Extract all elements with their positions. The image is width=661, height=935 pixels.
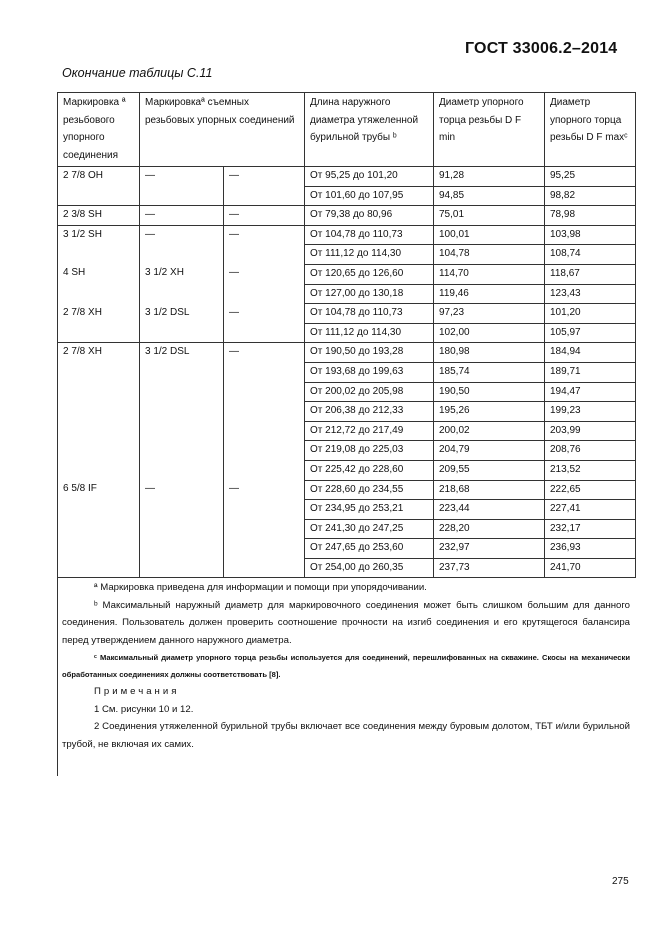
table-row [58,284,636,304]
cell-removable-b [224,362,305,382]
cell-dmin: 102,00 [434,323,545,343]
cell-length: От 104,78 до 110,73 [305,225,434,245]
cell-dmin: 218,68 [434,480,545,500]
cell-marking [58,421,140,441]
cell-dmin: 223,44 [434,500,545,520]
cell-dmax: 101,20 [545,304,636,324]
cell-marking: 4 SH [58,264,140,284]
cell-marking: 3 1/2 SH [58,225,140,245]
table-row [58,206,636,226]
cell-dmin: 104,78 [434,245,545,265]
cell-dmax: 213,52 [545,460,636,480]
table-row [58,382,636,402]
cell-removable-a [140,402,224,422]
cell-length: От 200,02 до 205,98 [305,382,434,402]
col-header-dmin: Диаметр упорного торца резьбы D F min [434,93,545,167]
note-item-2: 2 Соединения утяжеленной бурильной трубы включает все соединения между буровым долотом, ТБТ и/или бурильной трубой, не включая их самих. [62,721,630,750]
cell-dmin: 119,46 [434,284,545,304]
cell-removable-a [140,441,224,461]
footnote-a: ª Маркировка приведена для информации и помощи при упорядочивании. [94,582,427,593]
cell-dmax: 123,43 [545,284,636,304]
footnotes [62,579,630,753]
cell-dmin: 75,01 [434,206,545,226]
col-header-length: Длина наружного диаметра утяжеленной бурильной трубы ᵇ [305,93,434,167]
cell-dmin: 204,79 [434,441,545,461]
cell-removable-b: — [224,343,305,363]
cell-length: От 120,65 до 126,60 [305,264,434,284]
cell-marking: 2 7/8 XH [58,304,140,324]
table-row [58,539,636,559]
table-row [58,402,636,422]
cell-removable-a [140,382,224,402]
cell-removable-a: — [140,206,224,226]
cell-removable-a: — [140,167,224,187]
cell-marking: 2 7/8 XH [58,343,140,363]
table-row [58,441,636,461]
cell-marking: 2 7/8 OH [58,167,140,187]
cell-length: От 193,68 до 199,63 [305,362,434,382]
cell-dmax: 105,97 [545,323,636,343]
cell-removable-b: — [224,264,305,284]
cell-removable-b [224,402,305,422]
cell-removable-a [140,323,224,343]
cell-removable-b [224,382,305,402]
cell-dmax: 208,76 [545,441,636,461]
cell-dmin: 185,74 [434,362,545,382]
table-header-row [58,93,636,167]
cell-removable-b [224,558,305,578]
table-body [58,167,636,578]
footnote-c: ᶜ Максимальный диаметр упорного торца резьбы используется для соединений, перешлифованных на скважине. Скосы на механически обработанных соединениях должны соответствовать [8]. [62,653,630,679]
cell-removable-a [140,186,224,206]
table-row [58,167,636,187]
cell-removable-b [224,186,305,206]
cell-marking [58,402,140,422]
standard-code: ГОСТ 33006.2–2014 [465,40,618,57]
cell-dmax: 199,23 [545,402,636,422]
cell-removable-a: 3 1/2 DSL [140,343,224,363]
cell-removable-b: — [224,167,305,187]
cell-removable-a: — [140,480,224,500]
cell-length: От 234,95 до 253,21 [305,500,434,520]
cell-removable-b: — [224,206,305,226]
table-row [58,264,636,284]
cell-marking [58,539,140,559]
table-row [58,480,636,500]
table-row [58,421,636,441]
cell-length: От 247,65 до 253,60 [305,539,434,559]
cell-dmax: 194,47 [545,382,636,402]
col-header-marking: Маркировка ª резьбового упорного соединения [58,93,140,167]
table-row [58,362,636,382]
cell-removable-b [224,539,305,559]
cell-length: От 101,60 до 107,95 [305,186,434,206]
cell-dmax: 95,25 [545,167,636,187]
cell-dmax: 118,67 [545,264,636,284]
cell-removable-a [140,558,224,578]
cell-length: От 104,78 до 110,73 [305,304,434,324]
cell-dmax: 203,99 [545,421,636,441]
cell-removable-b [224,441,305,461]
cell-dmax: 103,98 [545,225,636,245]
cell-marking [58,382,140,402]
cell-dmax: 189,71 [545,362,636,382]
cell-dmax: 241,70 [545,558,636,578]
cell-removable-a [140,362,224,382]
cell-removable-a [140,519,224,539]
cell-dmin: 209,55 [434,460,545,480]
footnote-b: ᵇ Максимальный наружный диаметр для маркировочного соединения может быть слишком большим для данного соединения. Пользователь должен проверить соотношение прочности на изгиб соединения и его крутящегося балансира перед утверждением данного наружного диаметра. [62,599,630,646]
cell-length: От 95,25 до 101,20 [305,167,434,187]
cell-dmax: 98,82 [545,186,636,206]
cell-marking [58,558,140,578]
cell-removable-b [224,284,305,304]
cell-dmin: 200,02 [434,421,545,441]
cell-removable-a: — [140,225,224,245]
cell-marking [58,500,140,520]
cell-removable-a [140,421,224,441]
cell-removable-b: — [224,304,305,324]
table-row [58,225,636,245]
cell-removable-a [140,245,224,265]
cell-marking: 2 3/8 SH [58,206,140,226]
cell-dmin: 232,97 [434,539,545,559]
cell-dmax: 236,93 [545,539,636,559]
cell-length: От 225,42 до 228,60 [305,460,434,480]
cell-removable-a [140,460,224,480]
cell-dmin: 237,73 [434,558,545,578]
table-row [58,323,636,343]
cell-length: От 111,12 до 114,30 [305,245,434,265]
cell-dmax: 232,17 [545,519,636,539]
cell-dmin: 114,70 [434,264,545,284]
cell-dmin: 94,85 [434,186,545,206]
notes-title: Примечания [94,686,180,697]
table-row [58,558,636,578]
table-row [58,343,636,363]
note-item-1: 1 См. рисунки 10 и 12. [94,703,194,715]
cell-length: От 111,12 до 114,30 [305,323,434,343]
cell-length: От 219,08 до 225,03 [305,441,434,461]
cell-removable-b [224,500,305,520]
cell-removable-b [224,323,305,343]
cell-removable-a [140,284,224,304]
cell-length: От 254,00 до 260,35 [305,558,434,578]
table-row [58,500,636,520]
cell-dmax: 78,98 [545,206,636,226]
cell-removable-b [224,519,305,539]
cell-marking [58,284,140,304]
cell-removable-b: — [224,225,305,245]
cell-dmin: 195,26 [434,402,545,422]
table-row [58,519,636,539]
cell-dmin: 190,50 [434,382,545,402]
cell-removable-a [140,500,224,520]
cell-dmax: 108,74 [545,245,636,265]
cell-length: От 190,50 до 193,28 [305,343,434,363]
cell-marking [58,186,140,206]
cell-dmin: 100,01 [434,225,545,245]
cell-marking [58,323,140,343]
cell-dmin: 97,23 [434,304,545,324]
table-row [58,460,636,480]
table-caption: Окончание таблицы С.11 [62,66,213,80]
cell-length: От 212,72 до 217,49 [305,421,434,441]
cell-removable-b [224,460,305,480]
cell-dmin: 180,98 [434,343,545,363]
cell-removable-a: 3 1/2 XH [140,264,224,284]
spec-table [57,92,636,578]
cell-marking [58,362,140,382]
cell-marking [58,519,140,539]
cell-length: От 79,38 до 80,96 [305,206,434,226]
page-number: 275 [612,876,629,887]
table-row [58,245,636,265]
cell-dmax: 222,65 [545,480,636,500]
cell-marking [58,441,140,461]
table-row [58,304,636,324]
cell-removable-b: — [224,480,305,500]
cell-marking [58,460,140,480]
cell-removable-a [140,539,224,559]
cell-marking [58,245,140,265]
cell-length: От 206,38 до 212,33 [305,402,434,422]
cell-length: От 241,30 до 247,25 [305,519,434,539]
cell-removable-b [224,245,305,265]
cell-removable-b [224,421,305,441]
table-row [58,186,636,206]
col-header-dmax: Диаметр упорного торца резьбы D F maxᶜ [545,93,636,167]
cell-marking: 6 5/8 IF [58,480,140,500]
col-header-removable: Маркировкаª съемных резьбовых упорных соединений [140,93,305,167]
cell-dmax: 184,94 [545,343,636,363]
cell-length: От 127,00 до 130,18 [305,284,434,304]
cell-length: От 228,60 до 234,55 [305,480,434,500]
cell-dmin: 91,28 [434,167,545,187]
cell-dmax: 227,41 [545,500,636,520]
cell-dmin: 228,20 [434,519,545,539]
cell-removable-a: 3 1/2 DSL [140,304,224,324]
